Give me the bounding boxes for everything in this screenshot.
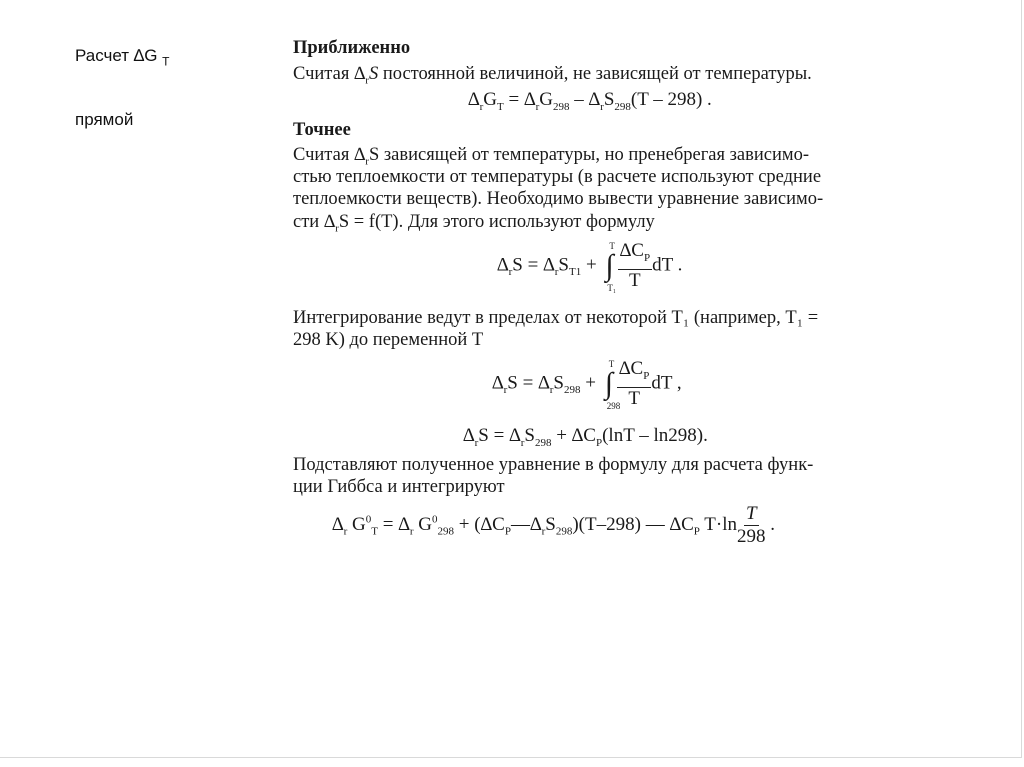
formula-entropy-ln [463, 425, 708, 449]
paragraph-integration-line2: 298 K) до переменной T [293, 330, 484, 350]
text-fragment: 298 [437, 525, 455, 538]
text-fragment: r [549, 384, 554, 397]
title-text: Расчет ∆G [75, 46, 158, 65]
text-fragment: + [580, 372, 601, 394]
text-fragment: T1 [568, 266, 582, 279]
text-fragment: P [693, 525, 700, 538]
text-fragment: S = ∆ [512, 254, 555, 276]
text-fragment: r [474, 436, 479, 449]
text-fragment: S = ∆ [507, 372, 550, 394]
text-fragment: r [409, 525, 414, 538]
text-fragment: T₁ [607, 282, 617, 293]
text-fragment: r [503, 384, 508, 397]
text-fragment: Считая ∆ [293, 64, 366, 84]
text-fragment: – ∆ [569, 89, 601, 110]
formula-entropy-t1: $\Delta_rS = \Delta_rS_{T1}$ + ∫ T T₁ $\frac{\Delta C_P}{T}$ dT . [497, 240, 683, 293]
text-fragment: = ∆ [503, 89, 536, 110]
text-fragment: S [524, 425, 535, 446]
text-fragment: r [479, 100, 484, 113]
formula-gibbs-full [332, 503, 775, 548]
text-fragment: r [365, 74, 369, 87]
text-fragment: + ∆C [551, 425, 596, 446]
text-fragment: 298 [737, 526, 766, 547]
text-fragment: —∆ [510, 513, 542, 535]
text-fragment: T [371, 525, 379, 538]
text-fragment: P [504, 525, 511, 538]
text-fragment: r [554, 266, 559, 279]
text-fragment: r [541, 525, 546, 538]
text-fragment: ∆ [468, 89, 480, 110]
text-fragment: r [535, 100, 540, 113]
paragraph-precise-line3: теплоемкости веществ). Необходимо вывести уравнение зависимо- [293, 189, 824, 209]
paragraph-approx [293, 63, 812, 92]
text-fragment: r [520, 436, 525, 449]
text-fragment: (lnT – ln298). [602, 425, 708, 446]
title-subscript: T [162, 54, 170, 69]
heading-approx: Приближенно [293, 38, 411, 58]
text-fragment: ∆ [332, 513, 344, 535]
text-fragment: G [483, 89, 498, 110]
text-fragment: . [765, 513, 775, 535]
text-fragment: = ∆ [378, 513, 410, 535]
paragraph-precise-line2: стью теплоемкости от температуры (в расчете используют средние [293, 167, 822, 187]
text-fragment: 298 [563, 384, 581, 397]
paragraph-integration-line1: Интегрирование ведут в пределах от некоторой T₁ (например, T₁ = [293, 308, 819, 328]
text-fragment: S [558, 254, 569, 276]
text-fragment: G [539, 89, 554, 110]
text-fragment: T [745, 503, 757, 524]
text-fragment: T [609, 240, 615, 251]
text-fragment: + [581, 254, 602, 276]
text-fragment: T [628, 387, 640, 409]
paragraph-substitute-line1: Подставляют полученное уравнение в формулу для расчета функ- [293, 455, 814, 475]
text-fragment: r [343, 525, 348, 538]
text-fragment: S [603, 89, 615, 110]
heading-precise: Точнее [293, 120, 351, 140]
text-fragment: 298 [555, 525, 573, 538]
text-fragment: 298 [606, 400, 621, 411]
slide-title [75, 46, 170, 68]
text-fragment: dT , [651, 372, 682, 394]
text-fragment: )(T–298) — ∆C [572, 513, 694, 535]
paragraph-precise-line4 [293, 211, 655, 240]
text-fragment: T [629, 269, 641, 291]
text-fragment: ∆ [463, 425, 475, 446]
text-fragment: S [368, 145, 380, 165]
text-fragment: ∆C [619, 240, 644, 261]
text-fragment: 0 [365, 513, 372, 526]
paragraph-substitute-line2: ции Гиббса и интегрируют [293, 477, 505, 497]
text-fragment: 298 [534, 436, 552, 449]
text-fragment: S = f(T). Для этого используют формулу [338, 212, 655, 232]
text-fragment: r [365, 155, 369, 168]
formula-entropy-298: $\Delta_rS = \Delta_rS_{298}$ + ∫ T 298 $\frac{\Delta C_P}{T}$ dT , [492, 358, 682, 411]
text-fragment: ∆C [618, 358, 644, 379]
text-fragment: P [643, 369, 650, 382]
text-fragment: 0 [432, 513, 438, 526]
formula-gibbs-approx [468, 89, 712, 113]
text-fragment: сти ∆ [293, 212, 336, 232]
text-fragment: r [335, 222, 339, 235]
text-fragment: S = ∆ [478, 425, 521, 446]
text-fragment: (T – 298) . [630, 89, 712, 110]
text-fragment: G [413, 513, 433, 535]
text-fragment: S [553, 372, 564, 394]
text-fragment: r [508, 266, 513, 279]
text-fragment: T [497, 100, 504, 113]
slide-subtitle: прямой [75, 110, 134, 129]
text-fragment: Считая ∆ [293, 145, 366, 165]
text-fragment: P [595, 436, 603, 449]
text-fragment: dT . [652, 254, 683, 276]
text-fragment: T [608, 358, 615, 369]
text-fragment: P [643, 251, 651, 264]
text-fragment: 298 [614, 100, 631, 113]
text-fragment: + (∆C [454, 513, 505, 535]
text-fragment: постоянной величиной, не зависящей от температуры. [378, 64, 812, 84]
text-fragment: r [600, 100, 604, 113]
text-fragment: ∆ [497, 254, 509, 276]
text-fragment: зависящей от температуры, но пренебрегая зависимо- [379, 145, 810, 165]
text-fragment: S [368, 64, 379, 84]
text-fragment: S [545, 513, 556, 535]
text-fragment: G [347, 513, 366, 535]
text-fragment: T·ln [699, 513, 737, 535]
text-fragment: ∆ [492, 372, 504, 394]
text-fragment: 298 [553, 100, 570, 113]
